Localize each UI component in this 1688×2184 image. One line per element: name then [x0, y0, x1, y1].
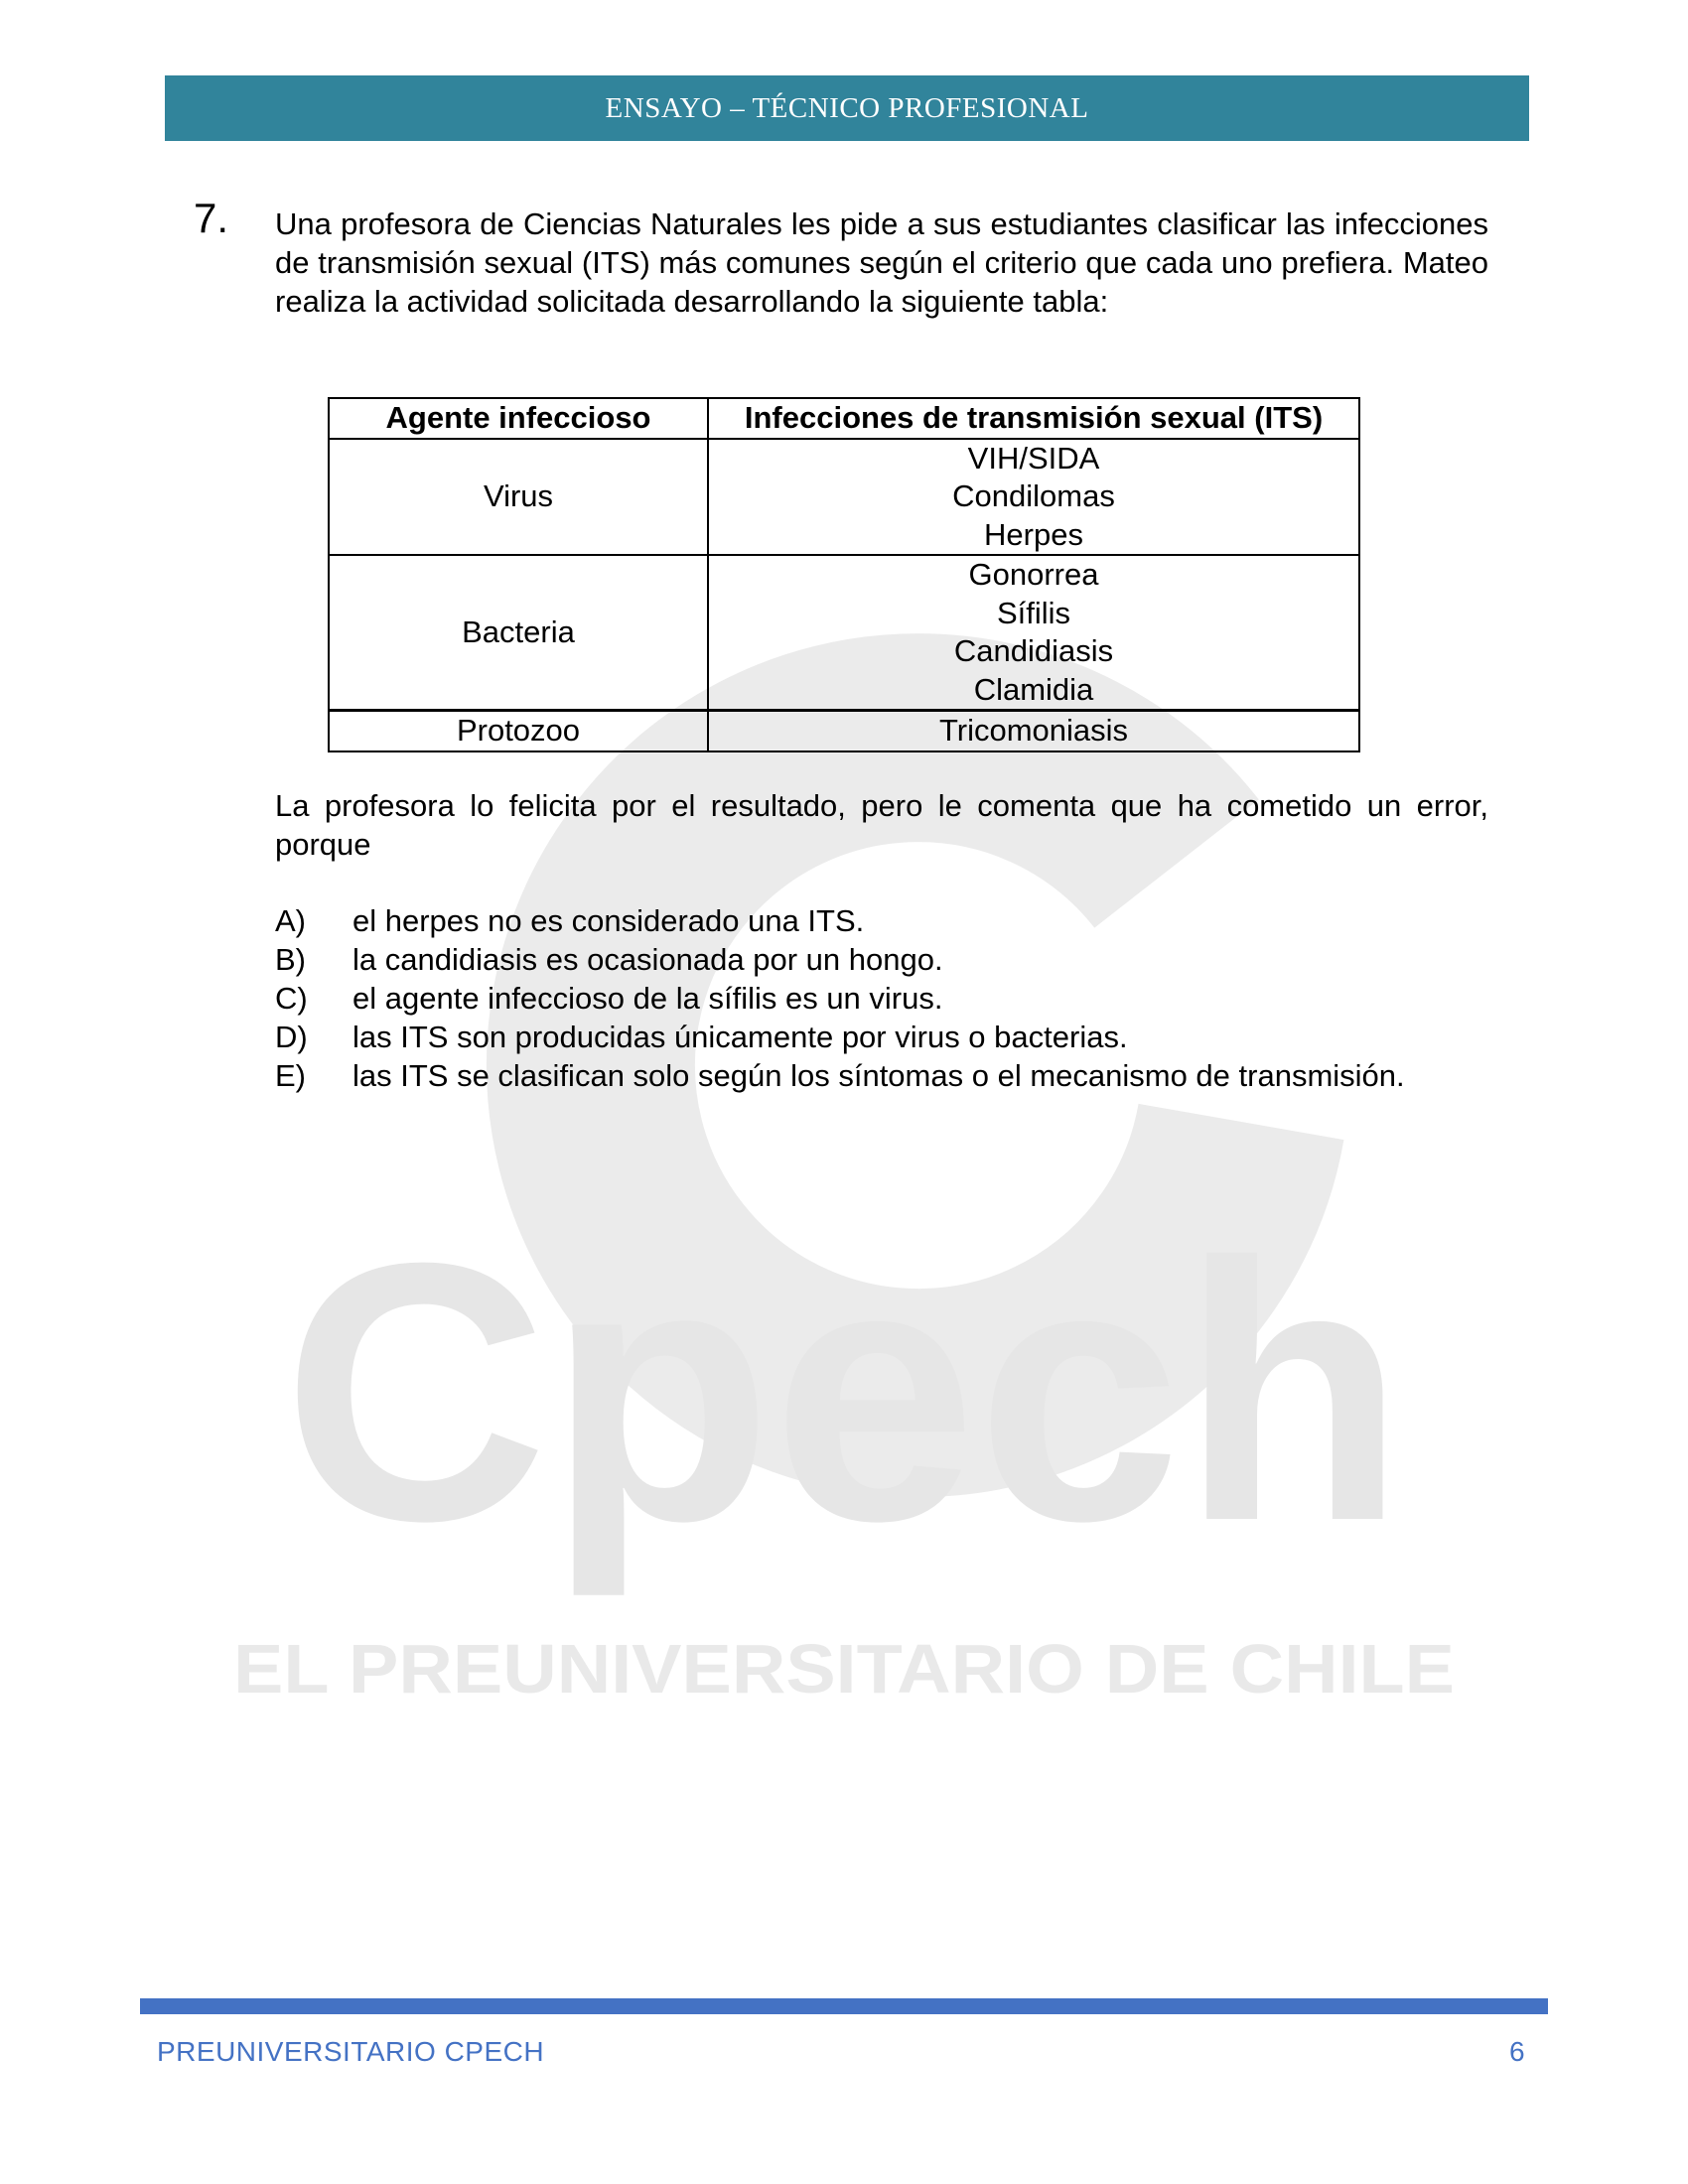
option-a[interactable] — [275, 901, 1516, 940]
answer-options — [275, 901, 1516, 1095]
infection-item: Candidiasis — [953, 633, 1114, 668]
table-cell-infections — [708, 555, 1359, 711]
question-stem: Una profesora de Ciencias Naturales les pide a sus estudiantes clasificar las infecciones de transmisión sexual (ITS) más comunes según el criterio que cada uno prefiera. Mateo realiza la actividad solicitada desarrollando la siguiente tabla: — [275, 206, 1488, 319]
option-b[interactable] — [275, 940, 1516, 979]
table-cell-agent: Virus — [329, 439, 708, 556]
table-header-row — [329, 398, 1359, 439]
option-letter: B) — [275, 942, 306, 977]
option-e[interactable] — [275, 1056, 1516, 1095]
watermark-tagline: EL PREUNIVERSITARIO DE CHILE — [233, 1630, 1455, 1707]
table-header-agent: Agente infeccioso — [329, 398, 708, 439]
infection-item: Clamidia — [973, 671, 1094, 707]
table-row — [329, 711, 1359, 751]
its-classification-table — [328, 397, 1360, 752]
infection-item: Condilomas — [952, 478, 1115, 513]
question-number: 7. — [194, 195, 229, 241]
table-cell-infections — [708, 439, 1359, 556]
watermark-brand: Cpech — [282, 1187, 1406, 1597]
header-title: ENSAYO – TÉCNICO PROFESIONAL — [605, 91, 1089, 124]
option-letter: A) — [275, 903, 306, 938]
infection-item: Sífilis — [996, 595, 1071, 630]
page-number: 6 — [1509, 2036, 1525, 2067]
footer-brand: PREUNIVERSITARIO CPECH — [157, 2036, 545, 2067]
table-row — [329, 555, 1359, 711]
option-d[interactable] — [275, 1018, 1516, 1056]
header-banner — [165, 75, 1529, 141]
option-c[interactable] — [275, 979, 1516, 1018]
question-followup: La profesora lo felicita por el resultado, pero le comenta que ha cometido un error, porque — [275, 788, 1488, 862]
option-text: las ITS son producidas únicamente por virus o bacterias. — [352, 1020, 1128, 1054]
infection-item: Herpes — [984, 516, 1083, 552]
table-cell-agent: Bacteria — [329, 555, 708, 711]
table-cell-agent: Protozoo — [329, 711, 708, 751]
option-letter: D) — [275, 1020, 308, 1054]
option-text: las ITS se clasifican solo según los síntomas o el mecanismo de transmisión. — [352, 1058, 1405, 1093]
option-text: el herpes no es considerado una ITS. — [352, 903, 865, 938]
infection-item: Tricomoniasis — [938, 713, 1129, 748]
option-text: el agente infeccioso de la sífilis es un virus. — [352, 981, 943, 1016]
option-text: la candidiasis es ocasionada por un hongo. — [352, 942, 943, 977]
infection-item: VIH/SIDA — [967, 440, 1100, 476]
option-letter: E) — [275, 1058, 306, 1093]
table-cell-infections — [708, 711, 1359, 751]
table-header-its: Infecciones de transmisión sexual (ITS) — [708, 398, 1359, 439]
table-row — [329, 439, 1359, 556]
option-letter: C) — [275, 981, 308, 1016]
infection-item: Gonorrea — [968, 557, 1099, 592]
footer-rule — [140, 1998, 1548, 2014]
